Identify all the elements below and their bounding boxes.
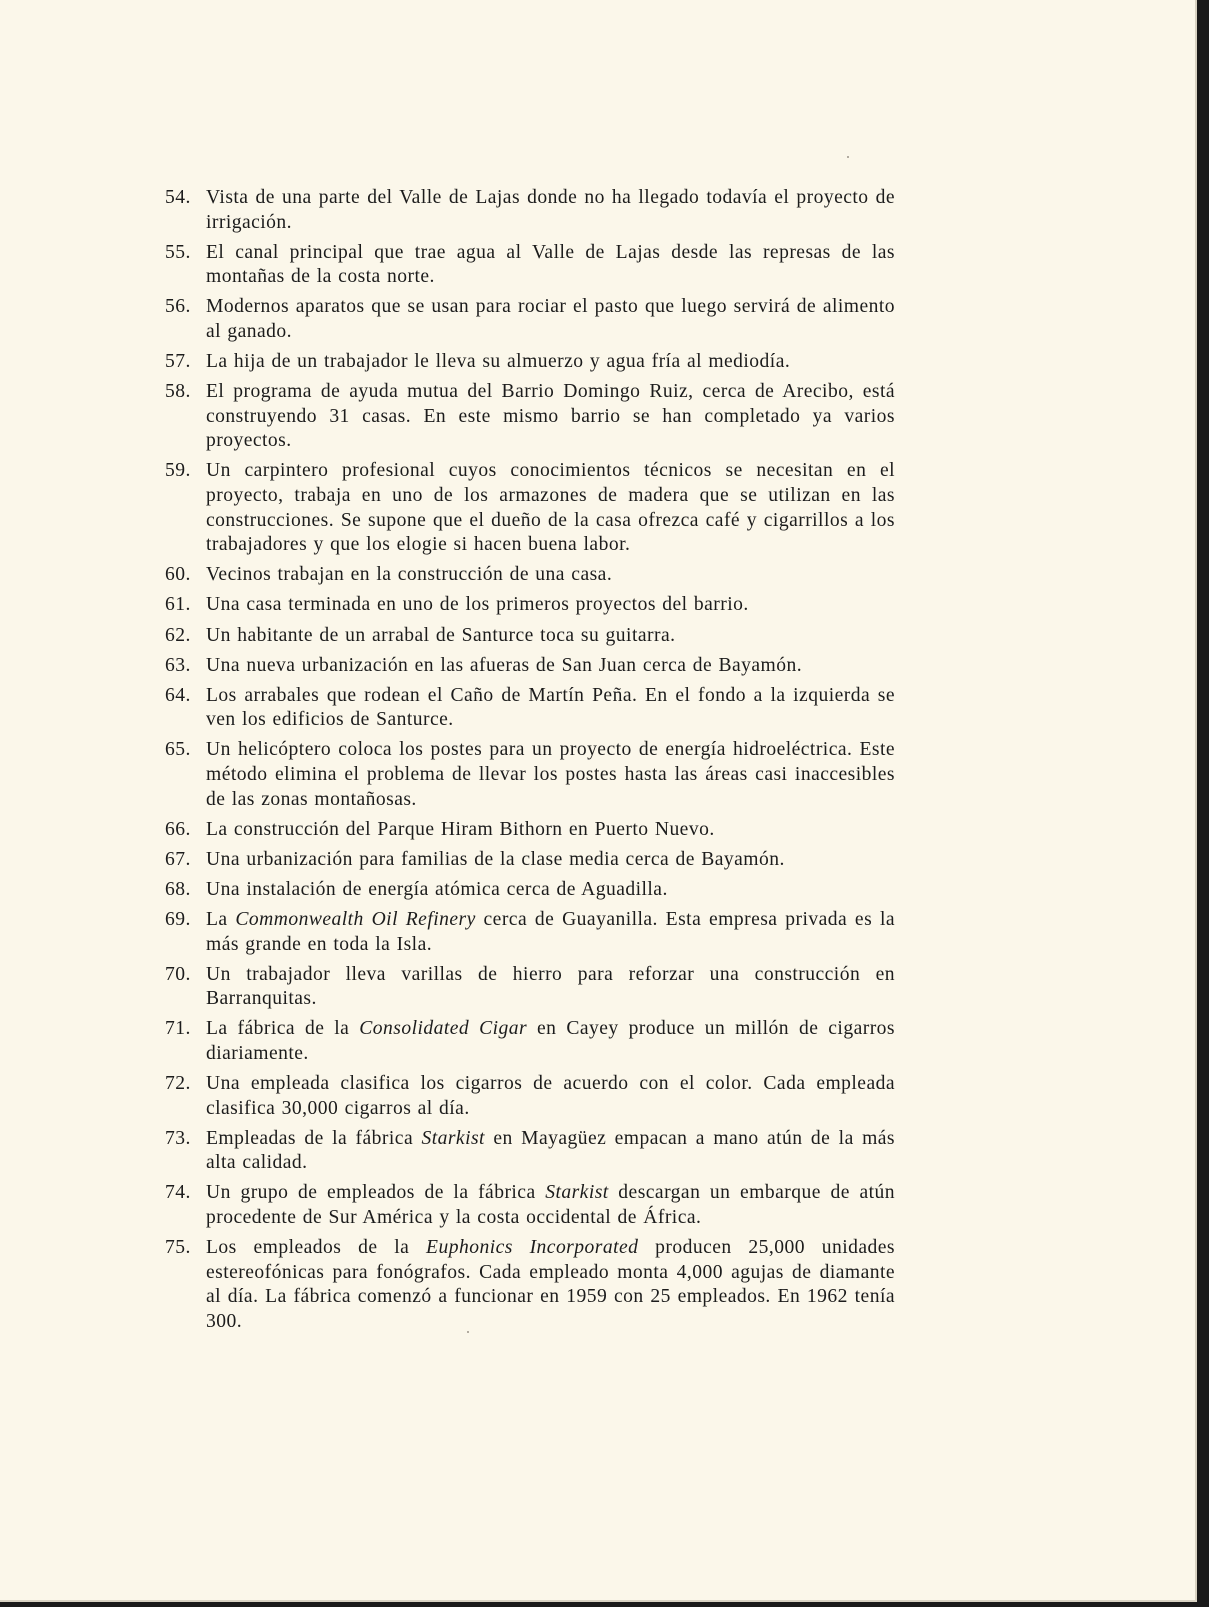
caption-text: Una casa terminada en uno de los primeros proyectos del barrio.: [206, 594, 749, 616]
caption-item: [165, 1072, 895, 1121]
caption-item: [165, 1181, 895, 1230]
caption-text-before: La fábrica de la: [206, 1018, 360, 1040]
caption-number: 69.: [165, 908, 191, 930]
caption-text: La hija de un trabajador le lleva su almuerzo y agua fría al mediodía.: [206, 351, 791, 373]
caption-number: 74.: [165, 1182, 191, 1204]
caption-text: Una instalación de energía atómica cerca de Aguadilla.: [206, 878, 668, 900]
caption-number: 62.: [165, 624, 191, 646]
caption-text-before: Los empleados de la: [206, 1237, 427, 1259]
caption-text: La construcción del Parque Hiram Bithorn en Puerto Nuevo.: [206, 818, 715, 840]
caption-number: 63.: [165, 654, 191, 676]
caption-number: 67.: [165, 848, 191, 870]
caption-number: 75.: [165, 1237, 191, 1259]
caption-item: [165, 1127, 895, 1176]
caption-number: 58.: [165, 381, 191, 403]
caption-item: [165, 1017, 895, 1066]
caption-text: [206, 1237, 895, 1332]
caption-text-before: La: [206, 908, 236, 930]
caption-number: 54.: [165, 187, 191, 208]
caption-text: Los arrabales que rodean el Caño de Martín Peña. En el fondo a la izquierda se ven los edificios de Santurce.: [206, 684, 895, 731]
caption-item: [165, 878, 895, 903]
caption-item: [165, 593, 895, 618]
caption-number: 56.: [165, 296, 191, 318]
caption-text: [206, 909, 895, 955]
caption-text-after: producen 25,000 unidades estereofónicas para fonógrafos. Cada empleado monta 4,000 agujas de diamante al día. La fábrica comenzó a funcionar en 1959 con 25 empleados. En 1962 tenía 300.: [206, 1237, 895, 1332]
photo-captions-list: [165, 186, 895, 1340]
caption-text: [206, 1018, 895, 1064]
caption-number: 73.: [165, 1127, 191, 1149]
caption-text: [206, 1128, 895, 1174]
caption-item: [165, 654, 895, 679]
caption-number: 72.: [165, 1073, 191, 1094]
caption-item: [165, 459, 895, 557]
caption-text: Un trabajador lleva varillas de hierro para reforzar una construcción en Barranquitas.: [206, 963, 895, 1010]
caption-item: [165, 1236, 895, 1334]
caption-text-after: cerca de Guayanilla. Esta empresa privada es la más grande en toda la Isla.: [206, 908, 895, 955]
caption-item: [165, 350, 895, 375]
caption-text: El programa de ayuda mutua del Barrio Domingo Ruiz, cerca de Arecibo, está construyendo 31 casas. En este mismo barrio se han completado ya varios proyectos.: [206, 381, 895, 452]
caption-item: [165, 818, 895, 843]
caption-text-after: en Cayey produce un millón de cigarros diariamente.: [206, 1018, 895, 1064]
caption-text: El canal principal que trae agua al Valle de Lajas desde las represas de las montañas de la costa norte.: [206, 241, 895, 288]
caption-number: 70.: [165, 963, 191, 985]
caption-item: [165, 380, 895, 454]
caption-number: 64.: [165, 684, 191, 706]
caption-number: 68.: [165, 878, 191, 900]
caption-text: Vecinos trabajan en la construcción de una casa.: [206, 564, 613, 586]
caption-number: 59.: [165, 460, 191, 482]
caption-item: [165, 186, 895, 235]
caption-text-before: Empleadas de la fábrica: [206, 1127, 422, 1149]
caption-text: Un habitante de un arrabal de Santurce toca su guitarra.: [206, 624, 676, 646]
caption-item: [165, 908, 895, 957]
caption-item: [165, 624, 895, 649]
caption-number: 71.: [165, 1018, 191, 1040]
caption-text: Una empleada clasifica los cigarros de acuerdo con el color. Cada empleada clasifica 30,000 cigarros al día.: [206, 1073, 895, 1119]
caption-italic-name: Starkist: [545, 1182, 609, 1204]
caption-text: Una nueva urbanización en las afueras de San Juan cerca de Bayamón.: [206, 654, 803, 676]
caption-number: 60.: [165, 564, 191, 586]
caption-item: [165, 738, 895, 812]
caption-italic-name: Euphonics Incorporated: [426, 1237, 639, 1259]
caption-item: [165, 563, 895, 588]
caption-text: [206, 1182, 895, 1228]
caption-text-after: en Mayagüez empacan a mano atún de la más alta calidad.: [206, 1127, 896, 1174]
caption-number: 61.: [165, 594, 191, 616]
caption-item: [165, 241, 895, 290]
caption-item: [165, 963, 895, 1012]
caption-number: 57.: [165, 351, 191, 373]
caption-number: 55.: [165, 241, 191, 263]
caption-text-after: descargan un embarque de atún procedente de Sur América y la costa occidental de África.: [206, 1182, 895, 1228]
caption-italic-name: Starkist: [421, 1127, 485, 1149]
caption-text: Un helicóptero coloca los postes para un proyecto de energía hidroeléctrica. Este método elimina el problema de llevar los postes hasta las áreas casi inaccesibles de las zonas montañosas.: [206, 739, 895, 810]
caption-item: [165, 295, 895, 344]
caption-text: Vista de una parte del Valle de Lajas donde no ha llegado todavía el proyecto de irrigación.: [206, 187, 895, 233]
caption-text-before: Un grupo de empleados de la fábrica: [206, 1182, 546, 1204]
caption-text: Un carpintero profesional cuyos conocimientos técnicos se necesitan en el proyecto, trabaja en uno de los armazones de madera que se utilizan en las construcciones. Se supone que el dueño de la casa ofrezca café y cigarrillos a los trabajadores y que los elogie si hacen buena labor.: [206, 460, 895, 556]
caption-number: 66.: [165, 818, 191, 840]
caption-text: Modernos aparatos que se usan para rociar el pasto que luego servirá de alimento al ganado.: [206, 296, 895, 342]
caption-text: Una urbanización para familias de la clase media cerca de Bayamón.: [206, 848, 785, 870]
caption-italic-name: Consolidated Cigar: [359, 1018, 528, 1040]
caption-item: [165, 684, 895, 733]
caption-italic-name: Commonwealth Oil Refinery: [235, 908, 476, 930]
caption-number: 65.: [165, 739, 191, 761]
paper-speck: [847, 156, 849, 158]
caption-item: [165, 848, 895, 873]
